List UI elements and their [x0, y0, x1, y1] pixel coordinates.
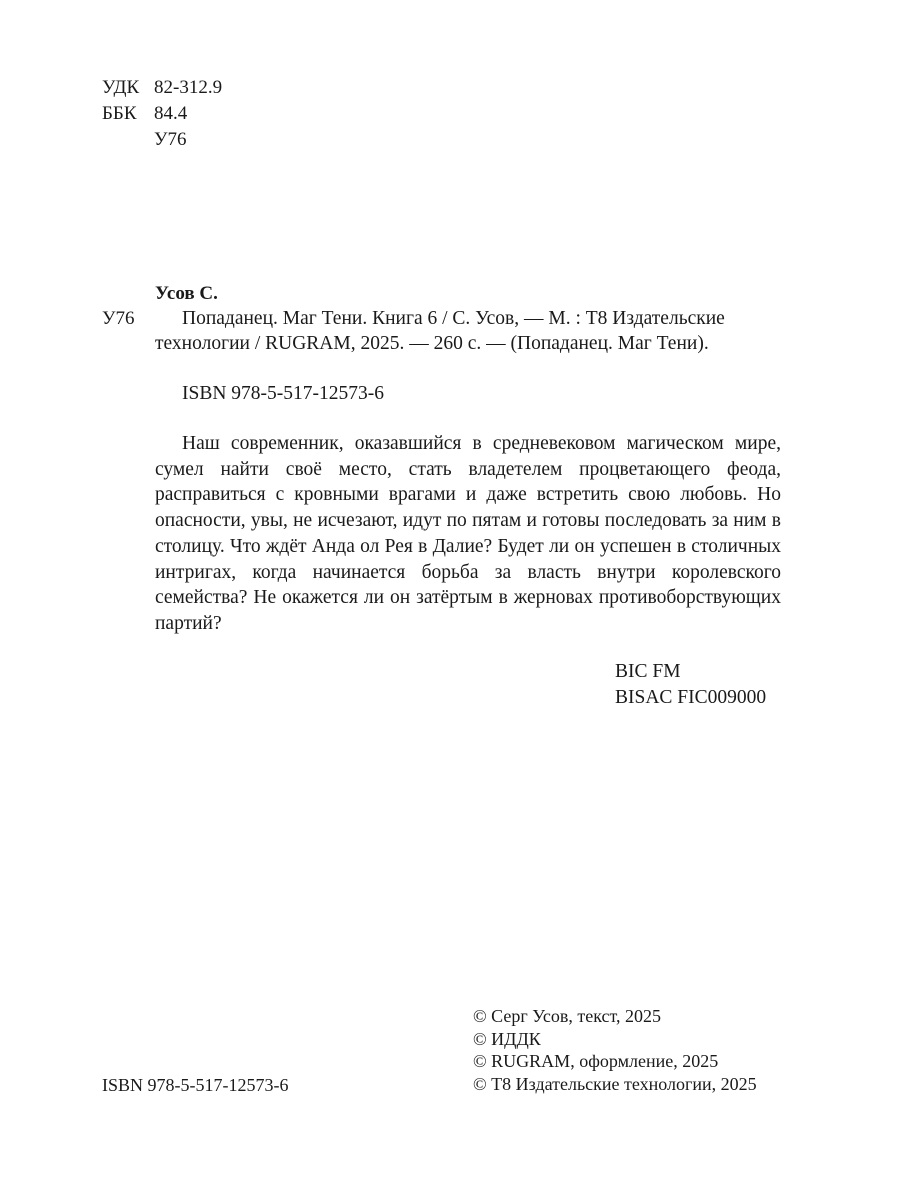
bibliographic-line-1: Попаданец. Маг Тени. Книга 6 / С. Усов, — М. : Т8 Издательские	[182, 308, 725, 329]
bbk-label: ББК	[102, 103, 137, 124]
annotation-text: Наш современник, оказавшийся в средневековом магическом мире, сумел найти своё место, стать владетелем процветающего феода, расправиться с кровными врагами и даже встретить свою любовь. Но опасности, увы, не исчезают, идут по пятам и готовы последовать за ним в столицу. Что ждёт Анда ол Рея в Далие? Будет ли он успешен в столичных интригах, когда начинается борьба за власть внутри королевского семейства? Не окажется ли он затёртым в жерновах противоборствующих партий?	[155, 433, 781, 634]
copyright-publisher: © Т8 Издательские технологии, 2025	[473, 1073, 757, 1094]
classification-block	[102, 75, 222, 153]
copyright-text: © Серг Усов, текст, 2025	[473, 1006, 661, 1026]
bottom-isbn: ISBN 978-5-517-12573-6	[102, 1075, 289, 1095]
isbn: ISBN 978-5-517-12573-6	[182, 383, 385, 404]
author-name: Усов С.	[155, 283, 218, 304]
udk-row	[102, 75, 222, 101]
bic-code: BIC FM	[615, 661, 681, 682]
annotation	[155, 431, 781, 637]
copyright-iddk: © ИДДК	[473, 1028, 541, 1049]
author-mark-value: У76	[154, 129, 187, 150]
bisac-code: BISAC FIC009000	[615, 687, 767, 708]
author-code: У76	[102, 308, 135, 329]
bbk-value: 84.4	[154, 103, 188, 124]
author-mark-label	[102, 127, 154, 153]
copyright-block	[473, 1005, 757, 1095]
copyright-design: © RUGRAM, оформление, 2025	[473, 1051, 719, 1072]
udk-label: УДК	[102, 77, 140, 98]
bibliographic-line-2: технологии / RUGRAM, 2025. — 260 с. — (Попаданец. Маг Тени).	[155, 333, 709, 354]
udk-value: 82-312.9	[154, 77, 223, 98]
subject-codes	[615, 659, 766, 711]
bibliographic-description	[155, 306, 795, 356]
author-mark-row	[102, 127, 222, 153]
bbk-row	[102, 101, 222, 127]
